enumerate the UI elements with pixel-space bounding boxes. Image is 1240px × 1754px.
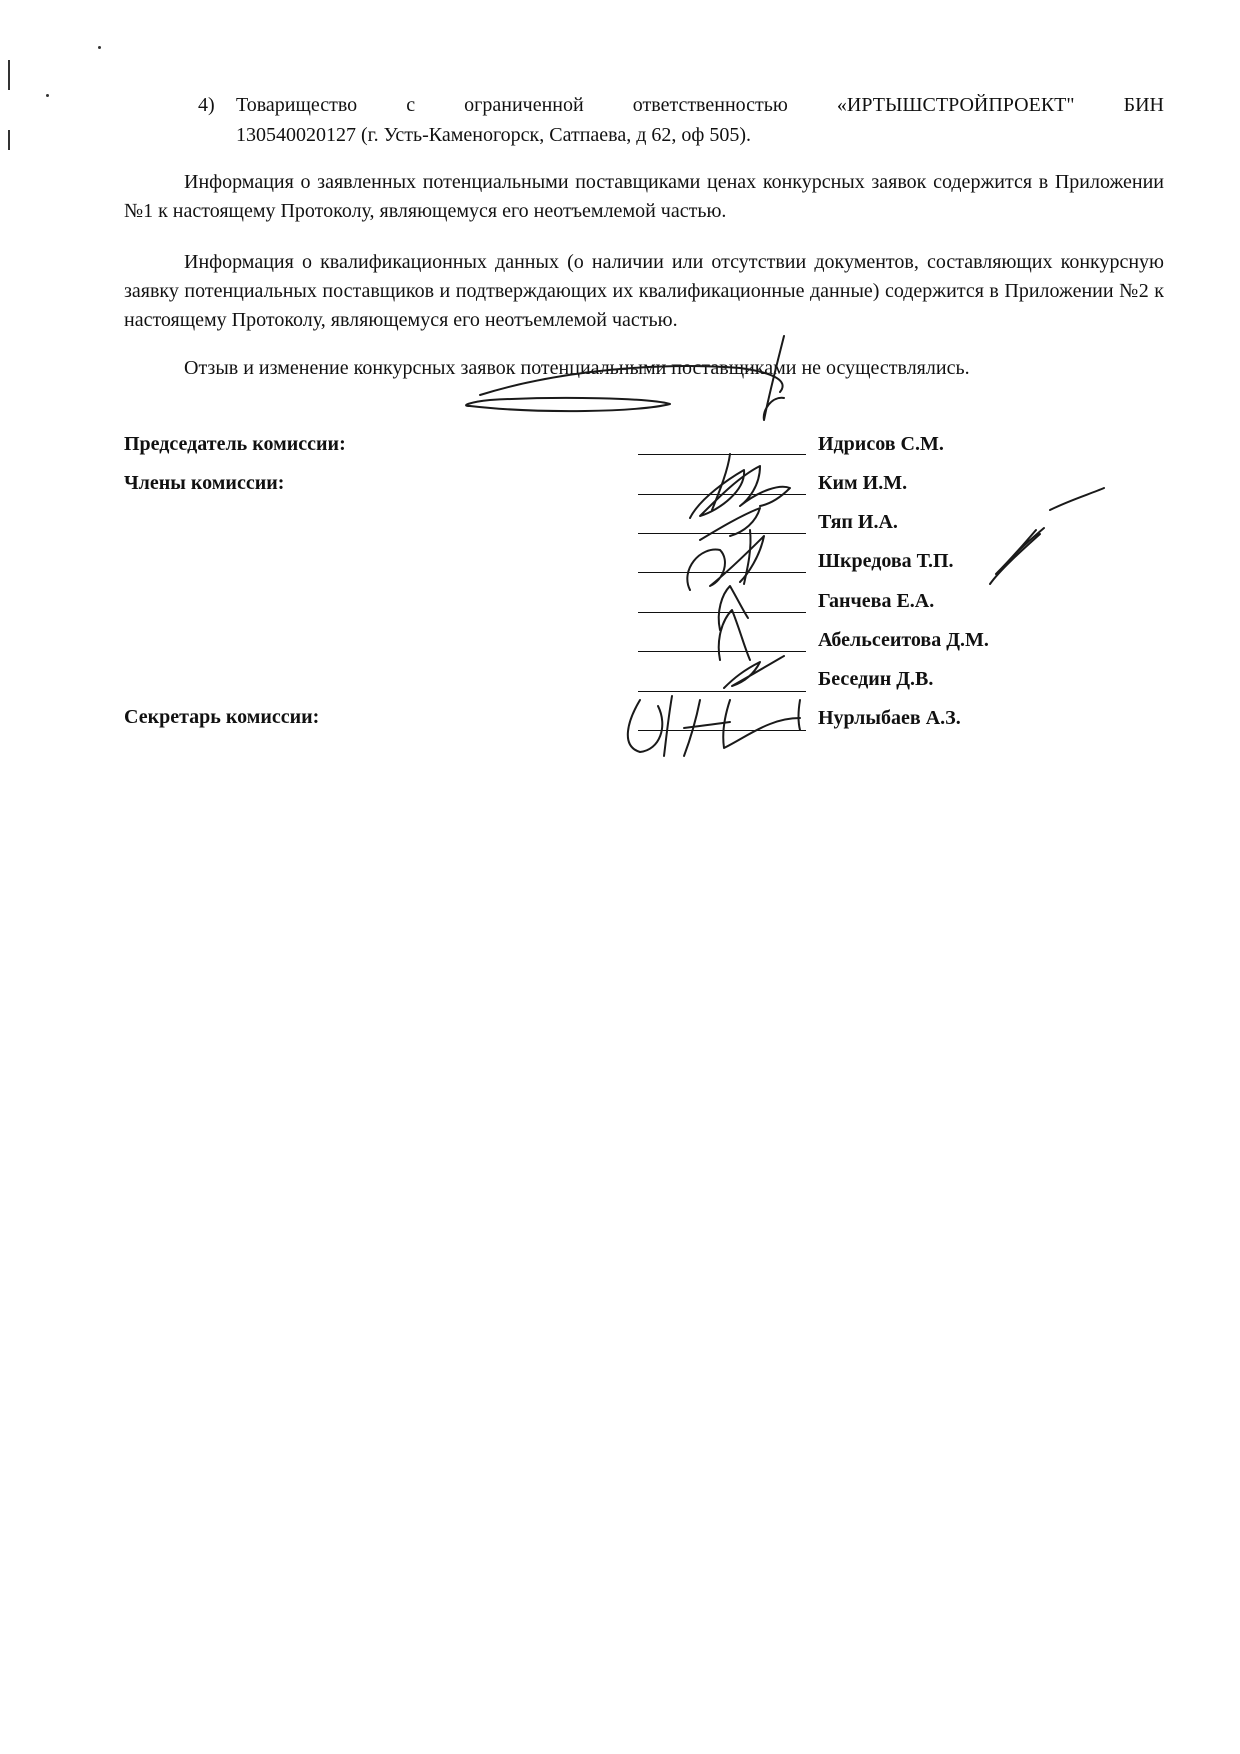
paragraph-withdrawal: Отзыв и изменение конкурсных заявок потенциальными поставщиками не осуществлялись. (184, 357, 970, 379)
member-name-shkredova: Шкредова Т.П. (818, 550, 954, 572)
signature-nurlybaev (628, 700, 662, 752)
scan-speck (46, 94, 49, 97)
item-text (236, 90, 1164, 150)
signature-line (638, 494, 806, 495)
member-name-kim: Ким И.М. (818, 472, 908, 494)
scan-speck (98, 46, 101, 49)
signature-shkredova (687, 536, 764, 590)
role-members-label: Члены комиссии: (124, 472, 285, 494)
signature-line (638, 533, 806, 534)
signature-nurlybaev (684, 700, 730, 756)
signature-besedin (724, 656, 784, 688)
member-name-nurlybaev: Нурлыбаев А.З. (818, 707, 961, 729)
signature-shkredova (744, 530, 751, 584)
signature-kim (712, 454, 730, 510)
member-name-abelseitova: Абельсеитова Д.М. (818, 629, 989, 651)
signature-line (638, 730, 806, 731)
signature-kim (690, 466, 790, 518)
signature-line (638, 651, 806, 652)
signature-nurlybaev (799, 700, 801, 730)
signature-line (638, 454, 806, 455)
signature-side-scribble (1050, 488, 1104, 510)
signature-gancheva (719, 586, 748, 630)
signature-tyap (700, 508, 760, 540)
scan-edge-mark (8, 130, 10, 150)
paragraph-qualification: Информация о квалификационных данных (о наличии или отсутствии документов, составляющих конкурсную заявку потенциальных поставщиков и подтверждающих их квалификационные данные) содержится в Приложении №2 к настоящему Протоколу, являющемуся его неотъемлемой частью. (124, 251, 1164, 331)
signature-side-scribble (990, 528, 1044, 584)
role-secretary-label: Секретарь комиссии: (124, 706, 320, 728)
signature-abelseitova (719, 610, 750, 660)
member-name-besedin: Беседин Д.В. (818, 668, 934, 690)
role-chair-label: Председатель комиссии: (124, 433, 346, 455)
member-name-tyap: Тяп И.А. (818, 511, 898, 533)
signature-flourish (466, 398, 670, 411)
item-line-1: Товарищество с ограниченной ответственностью «ИРТЫШСТРОЙПРОЕКТ" БИН (236, 94, 1164, 116)
supplier-item (198, 90, 1164, 150)
signature-line (638, 572, 806, 573)
item-number: 4) (198, 94, 215, 116)
paragraph-prices: Информация о заявленных потенциальными поставщиками ценах конкурсных заявок содержится в Приложении №1 к настоящему Протоколу, являющемуся его неотъемлемой частью. (124, 171, 1164, 222)
signature-nurlybaev (664, 696, 672, 756)
item-line-2: 130540020127 (г. Усть-Каменогорск, Сатпаева, д 62, оф 505). (236, 124, 751, 146)
signature-nurlybaev (723, 700, 800, 748)
signature-line (638, 691, 806, 692)
scan-edge-mark (8, 60, 10, 90)
member-name-gancheva: Ганчева Е.А. (818, 590, 935, 612)
signature-line (638, 612, 806, 613)
member-name-idrisov: Идрисов С.М. (818, 433, 944, 455)
